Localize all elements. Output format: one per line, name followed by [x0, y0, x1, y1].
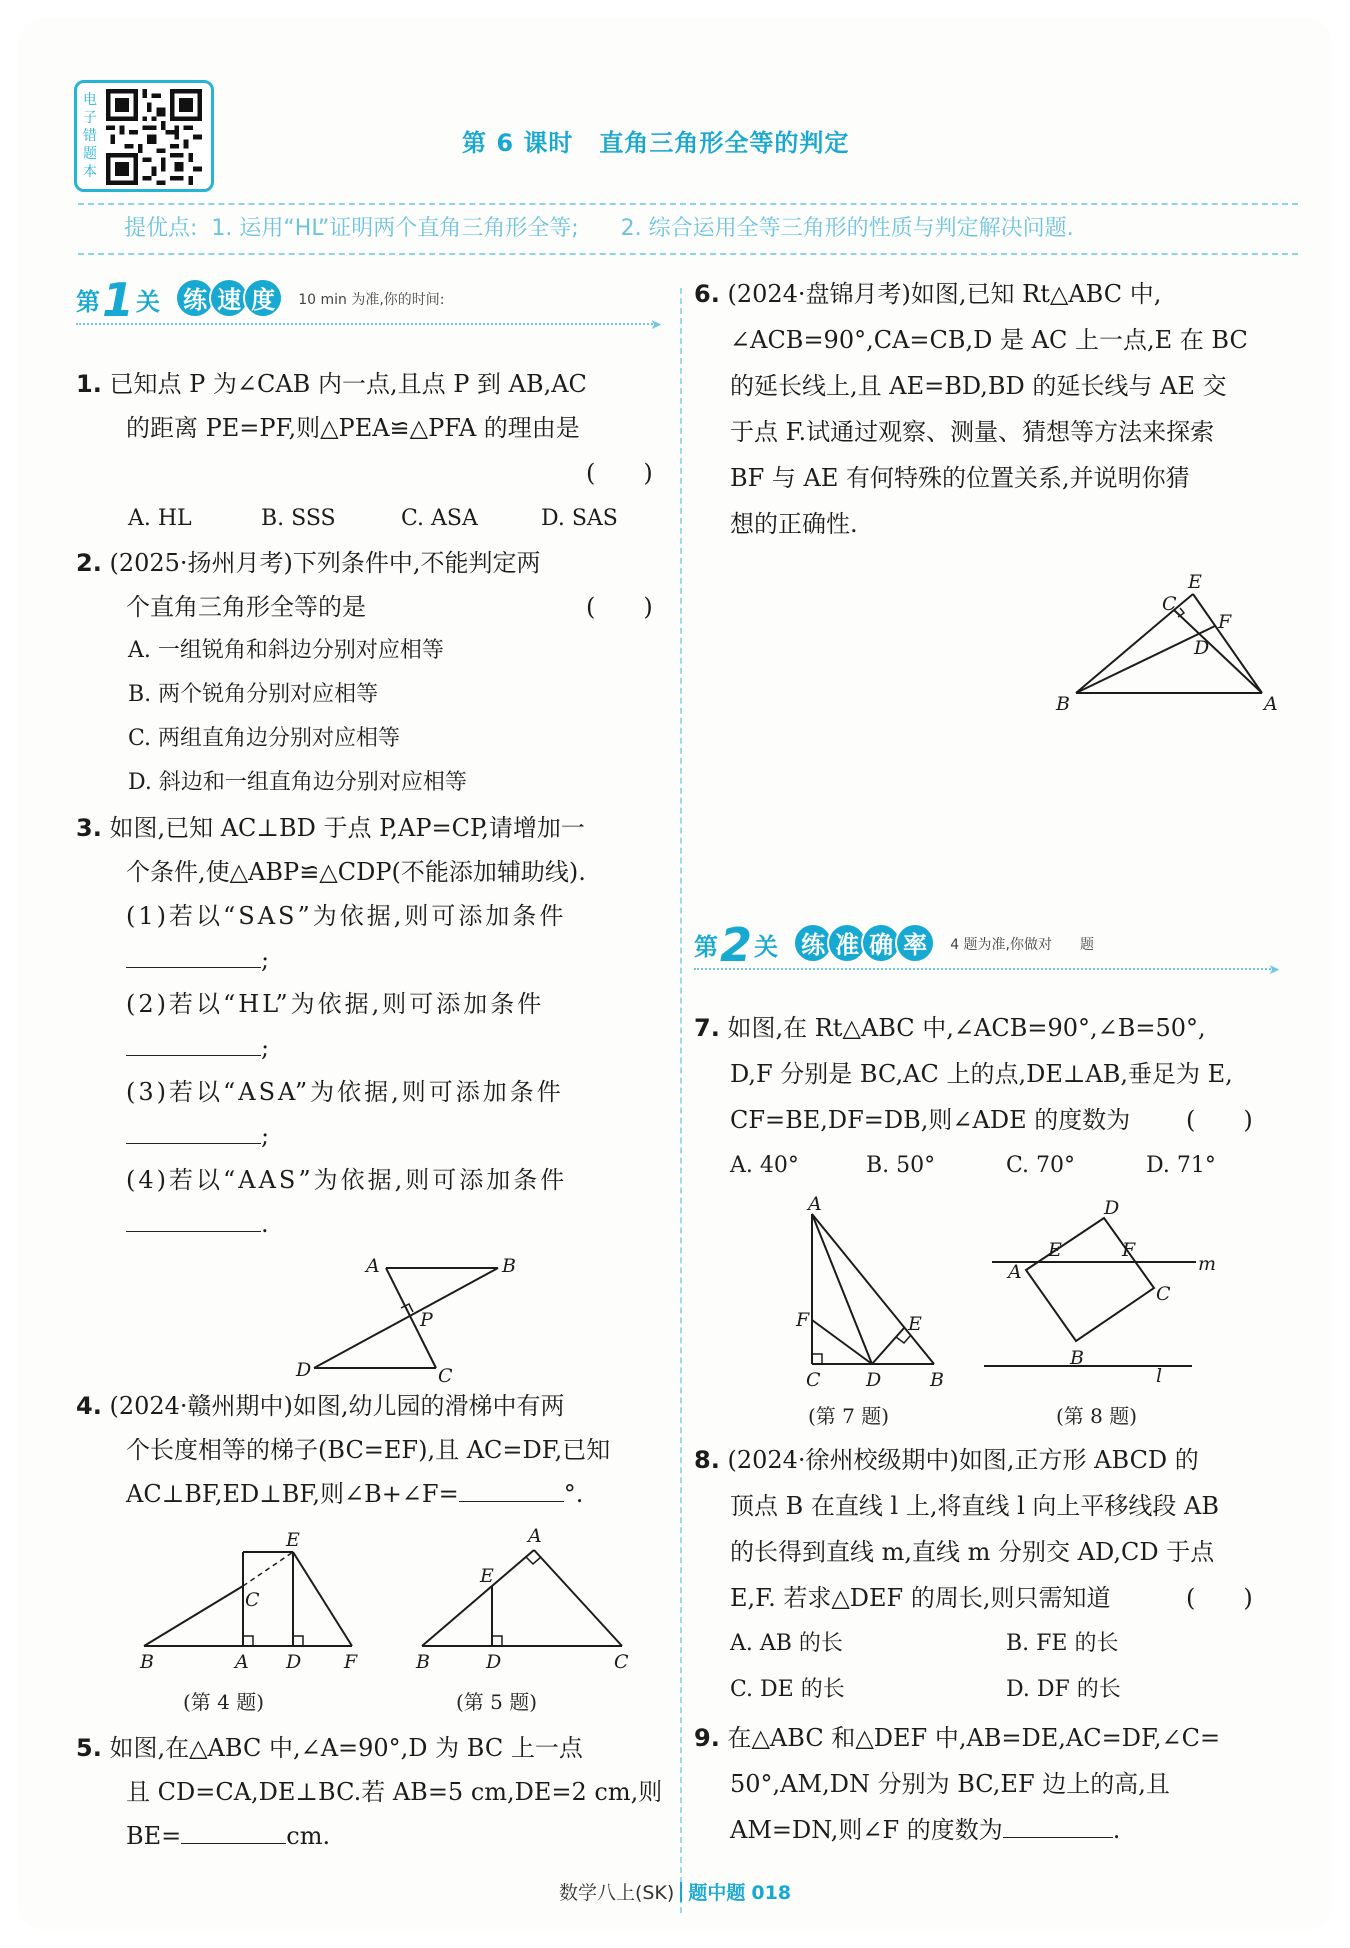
q2-line-2: 个直角三角形全等的是	[126, 593, 366, 621]
q4-end: °.	[563, 1480, 584, 1508]
q3-blank-1[interactable]	[126, 967, 261, 968]
q5-blank[interactable]	[181, 1843, 286, 1844]
q4-text-3: AC⊥BF,ED⊥BF,则∠B+∠F=	[126, 1480, 459, 1508]
period: .	[261, 1210, 269, 1238]
q4-figure	[118, 1522, 358, 1672]
q4-caption: (第 4 题)	[183, 1690, 265, 1714]
q8-option-c[interactable]: C. DE 的长	[730, 1677, 845, 1702]
label-d: D	[286, 1651, 302, 1673]
dotted-rule	[76, 323, 656, 325]
q2-line-1	[76, 549, 541, 577]
q3-sub-3: (3)若以“ASA”为依据,则可添加条件	[126, 1078, 564, 1106]
q2-option-a[interactable]: A. 一组锐角和斜边分别对应相等	[128, 638, 444, 663]
q9-end: .	[1112, 1816, 1121, 1844]
qr-code-block[interactable]	[74, 80, 214, 192]
q7-option-b[interactable]: B. 50°	[866, 1153, 936, 1178]
q3-sub-3-answer	[126, 1122, 269, 1150]
section-2-timer: 4 题为准,你做对 题	[950, 937, 1095, 953]
label-f: F	[344, 1651, 358, 1673]
q5-end: cm.	[286, 1822, 331, 1850]
qr-code-icon[interactable]	[105, 89, 203, 185]
q9-number: 9.	[694, 1724, 720, 1752]
label-a: A	[808, 1193, 822, 1215]
q8-number: 8.	[694, 1446, 720, 1474]
q2-text-1: (2025·扬州月考)下列条件中,不能判定两	[109, 549, 541, 577]
focus-points-bar	[78, 203, 1298, 255]
lesson-number: 第 6 课时	[462, 129, 574, 157]
q7-text-1: 如图,在 Rt△ABC 中,∠ACB=90°,∠B=50°,	[727, 1014, 1206, 1042]
label-f: F	[1122, 1239, 1136, 1261]
badge-char: 练	[793, 923, 833, 963]
column-divider	[680, 288, 682, 1913]
q7-option-d[interactable]: D. 71°	[1146, 1153, 1216, 1178]
label-d: D	[1104, 1197, 1120, 1219]
section-1-number: 1	[102, 273, 135, 327]
q6-line-5: BF 与 AE 有何特殊的位置关系,并说明你猜	[730, 464, 1190, 492]
q7-answer-paren[interactable]: ( )	[1186, 1106, 1253, 1134]
q5-caption: (第 5 题)	[456, 1690, 538, 1714]
label-m: m	[1198, 1253, 1217, 1275]
page-number: 018	[751, 1882, 792, 1904]
label-p: P	[420, 1309, 433, 1331]
q8-figure	[978, 1196, 1218, 1396]
q8-line-3: 的长得到直线 m,直线 m 分别交 AD,CD 于点	[730, 1538, 1215, 1566]
q9-line-2: 50°,AM,DN 分别为 BC,EF 边上的高,且	[730, 1770, 1170, 1798]
seg-bd	[314, 1268, 498, 1368]
badge-char: 准	[827, 923, 867, 963]
q3-sub-1: (1)若以“SAS”为依据,则可添加条件	[126, 902, 567, 930]
q8-option-d[interactable]: D. DF 的长	[1006, 1677, 1121, 1702]
badge-char: 速	[209, 278, 249, 318]
q5-line-2: 且 CD=CA,DE⊥BC.若 AB=5 cm,DE=2 cm,则	[126, 1778, 663, 1806]
footer-brand: 题中题	[688, 1882, 746, 1904]
arrow-icon: ➤	[1268, 962, 1280, 978]
section-1-header	[76, 273, 662, 333]
q6-number: 6.	[694, 280, 720, 308]
q3-sub-2-answer	[126, 1034, 269, 1062]
q4-line-1	[76, 1392, 565, 1420]
focus-label: 提优点:	[124, 216, 198, 241]
q4-number: 4.	[76, 1392, 102, 1420]
label-b: B	[502, 1255, 516, 1277]
q9-text-1: 在△ABC 和△DEF 中,AB=DE,AC=DF,∠C=	[727, 1724, 1221, 1752]
q8-answer-paren[interactable]: ( )	[1186, 1584, 1253, 1612]
badge-char: 练	[175, 278, 215, 318]
q8-option-b[interactable]: B. FE 的长	[1006, 1631, 1119, 1656]
page	[18, 18, 1332, 1930]
label-a: A	[235, 1651, 249, 1673]
label-d: D	[866, 1369, 882, 1391]
q4-text-1: (2024·赣州期中)如图,幼儿园的滑梯中有两	[109, 1392, 565, 1420]
q3-sub-1-answer	[126, 946, 269, 974]
label-b: B	[140, 1651, 154, 1673]
label-d: D	[486, 1651, 502, 1673]
section-2-number: 2	[720, 918, 753, 972]
footer-divider	[680, 1882, 682, 1902]
q3-sub-4-answer	[126, 1210, 269, 1238]
label-b: B	[416, 1651, 430, 1673]
section-2-guan: 关	[754, 933, 779, 961]
q7-option-a[interactable]: A. 40°	[730, 1153, 799, 1178]
q6-text-1: (2024·盘锦月考)如图,已知 Rt△ABC 中,	[727, 280, 1162, 308]
q4-line-2: 个长度相等的梯子(BC=EF),且 AC=DF,已知	[126, 1436, 611, 1464]
q1-line-2: 的距离 PE=PF,则△PEA≌△PFA 的理由是	[126, 414, 580, 442]
q2-number: 2.	[76, 549, 102, 577]
q4-line-3	[126, 1480, 583, 1508]
arrow-icon: ➤	[650, 317, 662, 333]
label-c: C	[614, 1651, 629, 1673]
label-e: E	[1048, 1239, 1062, 1261]
label-c: C	[245, 1589, 260, 1611]
q2-option-d[interactable]: D. 斜边和一组直角边分别对应相等	[128, 770, 467, 795]
label-f: F	[1218, 611, 1232, 633]
label-b: B	[1056, 693, 1070, 715]
section-2-header	[694, 918, 1280, 978]
q7-option-c[interactable]: C. 70°	[1006, 1153, 1076, 1178]
q9-line-1	[694, 1724, 1220, 1752]
q3-blank-2[interactable]	[126, 1055, 261, 1056]
label-e: E	[480, 1565, 494, 1587]
section-1-badge	[175, 278, 277, 318]
q8-caption: (第 8 题)	[1056, 1404, 1138, 1428]
q3-blank-3[interactable]	[126, 1143, 261, 1144]
page-footer	[18, 1878, 1332, 1905]
label-c: C	[1156, 1283, 1171, 1305]
q3-text-1: 如图,已知 AC⊥BD 于点 P,AP=CP,请增加一	[109, 814, 585, 842]
qr-side-label: 电子错题本	[83, 92, 97, 180]
label-a: A	[1264, 693, 1278, 715]
section-1-timer: 10 min 为准,你的时间:	[298, 292, 445, 308]
label-d: D	[1194, 637, 1210, 659]
label-c: C	[438, 1365, 453, 1387]
section-1-di: 第	[76, 288, 100, 316]
lesson-name: 直角三角形全等的判定	[599, 129, 850, 157]
section-2-badge	[793, 923, 929, 963]
badge-char: 确	[861, 923, 901, 963]
badge-char: 率	[895, 923, 935, 963]
badge-char: 度	[243, 278, 283, 318]
q3-line-2: 个条件,使△ABP≌△CDP(不能添加辅助线).	[126, 858, 586, 886]
q8-line-2: 顶点 B 在直线 l 上,将直线 l 向上平移线段 AB	[730, 1492, 1219, 1520]
section-2-di: 第	[694, 933, 718, 961]
q1-option-c[interactable]: C. ASA	[401, 506, 478, 531]
label-e: E	[286, 1529, 300, 1551]
q5-line-1	[76, 1734, 583, 1762]
q1-line-1	[76, 370, 587, 398]
q6-figure	[1038, 558, 1278, 718]
q1-option-a[interactable]: A. HL	[128, 506, 192, 531]
q3-number: 3.	[76, 814, 102, 842]
q3-blank-4[interactable]	[126, 1231, 261, 1232]
q5-line-3	[126, 1822, 330, 1850]
q4-blank[interactable]	[459, 1501, 564, 1502]
q6-line-2: ∠ACB=90°,CA=CB,D 是 AC 上一点,E 在 BC	[730, 326, 1248, 354]
label-l: l	[1156, 1365, 1163, 1387]
label-d: D	[296, 1359, 312, 1381]
q2-option-b[interactable]: B. 两个锐角分别对应相等	[128, 682, 379, 707]
label-c: C	[806, 1369, 821, 1391]
semicolon: ;	[261, 946, 270, 974]
label-a: A	[366, 1255, 380, 1277]
q5-text-3: BE=	[126, 1822, 182, 1850]
q1-option-b[interactable]: B. SSS	[261, 506, 336, 531]
q3-figure	[288, 1250, 528, 1387]
section-1-guan: 关	[136, 288, 161, 316]
label-b: B	[930, 1369, 944, 1391]
q9-text-3: AM=DN,则∠F 的度数为	[730, 1816, 1003, 1844]
semicolon: ;	[261, 1034, 270, 1062]
q7-line-2: D,F 分别是 BC,AC 上的点,DE⊥AB,垂足为 E,	[730, 1060, 1233, 1088]
q9-line-3	[730, 1816, 1120, 1844]
q5-number: 5.	[76, 1734, 102, 1762]
q6-line-6: 想的正确性.	[730, 510, 858, 538]
q5-figure	[398, 1522, 638, 1672]
semicolon: ;	[261, 1122, 270, 1150]
label-a: A	[1008, 1261, 1022, 1283]
q7-line-3: CF=BE,DF=DB,则∠ADE 的度数为	[730, 1106, 1131, 1134]
q3-line-1	[76, 814, 585, 842]
focus-point-1: 1. 运用“HL”证明两个直角三角形全等;	[211, 216, 579, 241]
q7-line-1	[694, 1014, 1206, 1042]
q3-sub-2: (2)若以“HL”为依据,则可添加条件	[126, 990, 545, 1018]
q8-text-1: (2024·徐州校级期中)如图,正方形 ABCD 的	[727, 1446, 1199, 1474]
q6-line-4: 于点 F.试通过观察、测量、猜想等方法来探索	[730, 418, 1215, 446]
q1-answer-paren[interactable]: ( )	[586, 459, 653, 487]
q6-line-3: 的延长线上,且 AE=BD,BD 的延长线与 AE 交	[730, 372, 1227, 400]
focus-point-2: 2. 综合运用全等三角形的性质与判定解决问题.	[620, 216, 1074, 241]
dotted-rule	[694, 968, 1274, 970]
q5-text-1: 如图,在△ABC 中,∠A=90°,D 为 BC 上一点	[109, 1734, 583, 1762]
q9-blank[interactable]	[1003, 1837, 1113, 1838]
label-f: F	[796, 1309, 810, 1331]
q8-option-a[interactable]: A. AB 的长	[730, 1631, 843, 1656]
q2-answer-paren[interactable]: ( )	[586, 593, 653, 621]
q7-caption: (第 7 题)	[808, 1404, 890, 1428]
lesson-title	[462, 123, 849, 158]
q7-figure	[768, 1193, 948, 1396]
footer-subject: 数学八上(SK)	[558, 1882, 675, 1904]
q1-text-1: 已知点 P 为∠CAB 内一点,且点 P 到 AB,AC	[109, 370, 587, 398]
q2-option-c[interactable]: C. 两组直角边分别对应相等	[128, 726, 401, 751]
q8-line-4: E,F. 若求△DEF 的周长,则只需知道	[730, 1584, 1111, 1612]
q1-option-d[interactable]: D. SAS	[541, 506, 618, 531]
q1-number: 1.	[76, 370, 102, 398]
label-a: A	[528, 1525, 542, 1547]
q7-number: 7.	[694, 1014, 720, 1042]
label-b: B	[1070, 1347, 1084, 1369]
q3-sub-4: (4)若以“AAS”为依据,则可添加条件	[126, 1166, 568, 1194]
q8-line-1	[694, 1446, 1199, 1474]
label-e: E	[1188, 571, 1202, 593]
label-c: C	[1162, 593, 1177, 615]
label-e: E	[908, 1313, 922, 1335]
q6-line-1	[694, 280, 1161, 308]
